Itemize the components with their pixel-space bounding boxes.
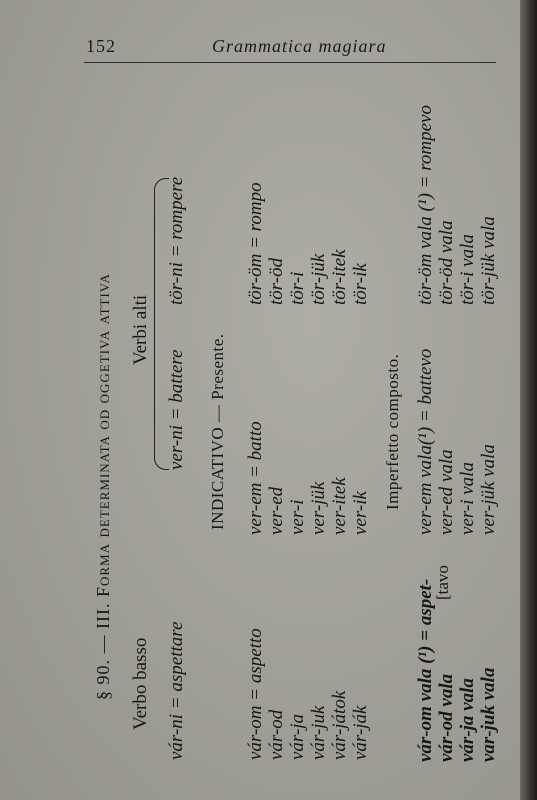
imperfect-ver-row: ver-ed vala [436,449,457,535]
imperfect-var-row: vár-om vala (¹) = aspet- [415,578,436,762]
section-title: § 90. — III. Forma determinata od oggetiva attiva [93,273,113,700]
present-tor-row: tör-itek [329,249,350,305]
present-var-row: vár-ják [350,705,371,760]
page-header [0,0,520,70]
low-verb-heading: Verbo basso [130,637,151,730]
present-ver-row: ver-em = batto [245,421,266,535]
present-var-row: vár-om = aspetto [245,628,266,760]
header-rule [84,62,496,63]
imperfect-tor-row: tör-öm vala (¹) = rompevo [415,104,436,305]
running-title: Grammatica magiara [212,36,387,56]
present-tor-row: tör-jük [308,253,329,305]
infinitive-var: vár-ni = aspettare [166,621,187,760]
imperfect-ver-row: ver-em vala(¹) = battevo [415,348,436,535]
present-ver-row: ver-ik [350,491,371,535]
imperfect-tor-row: tör-i vala [457,234,478,305]
imperfect-tor-row: tör-öd vala [436,220,457,305]
present-ver-row: ver-itek [329,477,350,535]
present-var-row: vár-od [266,709,287,760]
present-tor-row: tör-öd [266,257,287,305]
imperfect-var-row: var-juk vala [478,667,499,762]
imperfect-heading: Imperfetto composto. [383,353,402,510]
imperfect-var-continuation: [tavo [433,565,452,600]
present-tor-row: tör-öm = rompo [245,182,266,305]
present-var-row: vár-ja [287,713,308,760]
high-verbs-heading: Verbi alti [130,294,151,365]
present-ver-row: ver-ed [266,486,287,535]
imperfect-var-row: vár-ja vala [457,678,478,762]
present-tor-row: tör-i [287,271,308,305]
present-tor-row: tör-ik [350,263,371,305]
present-heading: INDICATIVO — Presente. [208,333,227,530]
imperfect-ver-row: ver-jük vala [478,444,499,535]
page-number: 152 [86,36,116,56]
present-var-row: vár-juk [308,705,329,760]
imperfect-var-row: vár-od vala [436,673,457,762]
rotated-table [80,70,500,770]
present-ver-row: ver-jük [308,481,329,535]
book-spine [520,0,537,800]
imperfect-ver-row: ver-i vala [457,462,478,535]
infinitive-ver: ver-ni = battere [166,349,187,470]
imperfect-tor-row: tör-jük vala [478,216,499,305]
infinitive-tor: tör-ni = rompere [166,176,187,305]
present-ver-row: ver-i [287,499,308,535]
present-var-row: vár-játok [329,690,350,760]
